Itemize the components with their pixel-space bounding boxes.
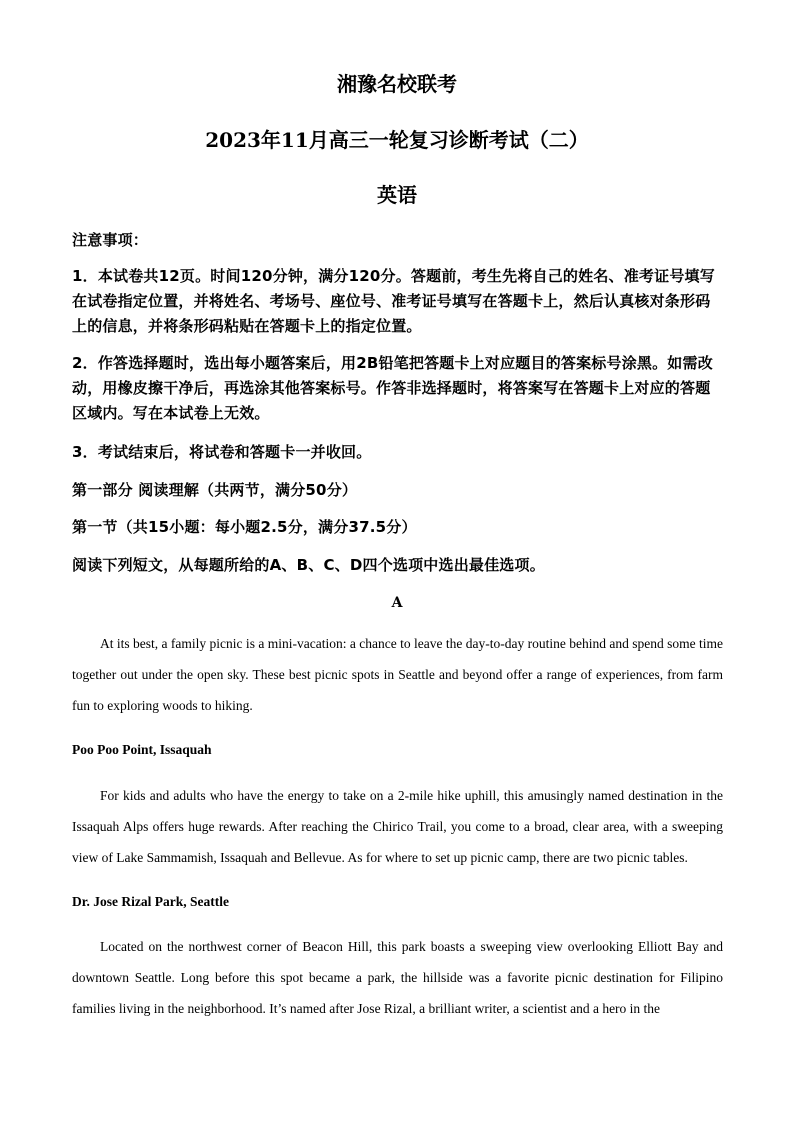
spot-text-2: Located on the northwest corner of Beacon Hill, this park boasts a sweeping view overlooking Elliott Bay and downtown Seattle. Long before this spot became a park, the hillside was a favorite picnic destination for Filipino families living in the neighborhood. It’s named after Jose Rizal, a brilliant writer, a scientist and a hero in the — [72, 939, 723, 1016]
note-item-2: 2．作答选择题时，选出每小题答案后，用2B铅笔把答题卡上对应题目的答案标号涂黑。如需改动，用橡皮擦干净后，再选涂其他答案标号。作答非选择题时，将答案写在答题卡上对应的答题区域内。写在本试卷上无效。 — [72, 354, 713, 422]
spot-heading-2: Dr. Jose Rizal Park, Seattle — [72, 894, 229, 909]
note-item-3: 3．考试结束后，将试卷和答题卡一并收回。 — [72, 443, 372, 461]
notes-heading: 注意事项： — [72, 231, 149, 249]
note-item-1: 1．本试卷共12页。时间120分钟，满分120分。答题前，考生先将自己的姓名、准考证号填写在试卷指定位置，并将姓名、考场号、座位号、准考证号填写在答题卡上，然后认真核对条形码上的信息，并将条形码粘贴在答题卡上的指定位置。 — [72, 267, 715, 335]
spot-paragraph-1 — [72, 780, 723, 873]
passage-intro-text: At its best, a family picnic is a mini-vacation: a chance to leave the day-to-day routine behind and spend some time together out under the open sky. These best picnic spots in Seattle and beyond offer a range of experiences, from farm fun to exploring woods to hiking. — [72, 636, 723, 713]
passage-letter: A — [391, 595, 403, 611]
exam-title: 2023年11月高三一轮复习诊断考试（二） — [205, 128, 589, 152]
section-title: 第一节（共15小题：每小题2.5分，满分37.5分） — [72, 518, 417, 536]
passage-intro — [72, 628, 723, 721]
subject-title: 英语 — [377, 183, 417, 207]
exam-org-title: 湘豫名校联考 — [337, 72, 457, 96]
spot-paragraph-2 — [72, 931, 723, 1024]
instruction-text: 阅读下列短文，从每题所给的A、B、C、D四个选项中选出最佳选项。 — [72, 556, 545, 574]
spot-text-1: For kids and adults who have the energy to take on a 2-mile hike uphill, this amusingly named destination in the Issaquah Alps offers huge rewards. After reaching the Chirico Trail, you come to a broad, clear area, with a sweeping view of Lake Sammamish, Issaquah and Bellevue. As for where to set up picnic camp, there are two picnic tables. — [72, 788, 723, 865]
part-title: 第一部分 阅读理解（共两节，满分50分） — [72, 481, 358, 499]
spot-heading-1: Poo Poo Point, Issaquah — [72, 742, 212, 757]
